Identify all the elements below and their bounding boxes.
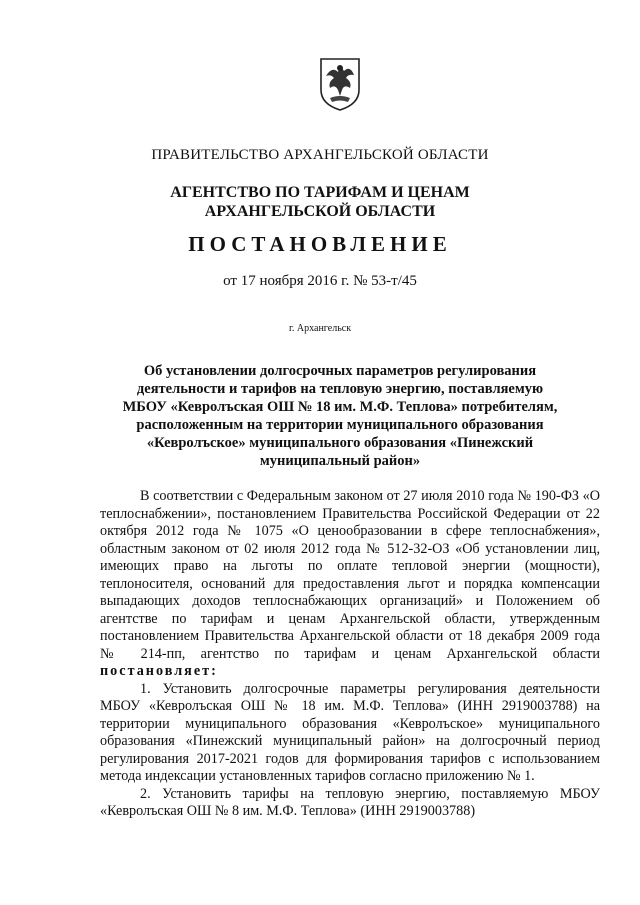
government-name: ПРАВИТЕЛЬСТВО АРХАНГЕЛЬСКОЙ ОБЛАСТИ bbox=[151, 147, 489, 163]
document-body bbox=[100, 488, 600, 821]
document-subject: Об установлении долгосрочных параметров регулирования деятельности и тарифов на тепловую энергию, поставляемую МБОУ «Кевролъская ОШ № 18 им. М.Ф. Теплова» потребителям, расположенным на территории муниципального образования «Кевролъское» муниципального образования «Пинежский муниципальный район» bbox=[122, 363, 558, 469]
decree-word: постановляет: bbox=[100, 663, 218, 679]
document-type: ПОСТАНОВЛЕНИЕ bbox=[188, 232, 452, 256]
preamble-paragraph bbox=[100, 488, 600, 681]
document-city: г. Архангельск bbox=[288, 323, 352, 334]
preamble-text: В соответствии с Федеральным законом от 27 июля 2010 года № 190-ФЗ «О теплоснабжении», постановлением Правительства Российской Федерации от 22 октября 2012 года № 1075 «О ценообразовании в сфере теплоснабжения», областным законом от 02 июля 2012 года № 512-32-ОЗ «Об установлении лиц, имеющих право на льготы по оплате тепловой энергии (мощности), теплоносителя, оснований для предоставления льгот и порядка компенсации выпадающих доходов теплоснабжающих организаций» и Положением об агентстве по тарифам и ценам Архангельской области, утвержденным постановлением Правительства Архангельской области от 18 декабря 2009 года № 214-пп, агентство по тарифам и ценам Архангельской области bbox=[100, 488, 600, 662]
agency-name-line-2: АРХАНГЕЛЬСКОЙ ОБЛАСТИ bbox=[204, 203, 436, 220]
document-dateline: от 17 ноября 2016 г. № 53-т/45 bbox=[223, 273, 417, 289]
coat-of-arms-icon bbox=[318, 56, 362, 112]
clause-2-paragraph: 2. Установить тарифы на тепловую энергию, поставляемую МБОУ «Кевролъская ОШ № 8 им. М.Ф. Теплова» (ИНН 2919003788) bbox=[100, 785, 600, 819]
agency-name-line-1: АГЕНТСТВО ПО ТАРИФАМ И ЦЕНАМ bbox=[170, 184, 470, 201]
clause-1-paragraph: 1. Установить долгосрочные параметры регулирования деятельности МБОУ «Кевролъская ОШ № 18 им. М.Ф. Теплова» (ИНН 2919003788) на территории муниципального образования «Кевролъское» муниципального образования «Пинежский муниципальный район» на долгосрочный период регулирования 2017-2021 годов для формирования тарифов с использованием метода индексации установленных тарифов согласно приложению № 1. bbox=[100, 680, 600, 784]
agency-name bbox=[0, 183, 640, 221]
